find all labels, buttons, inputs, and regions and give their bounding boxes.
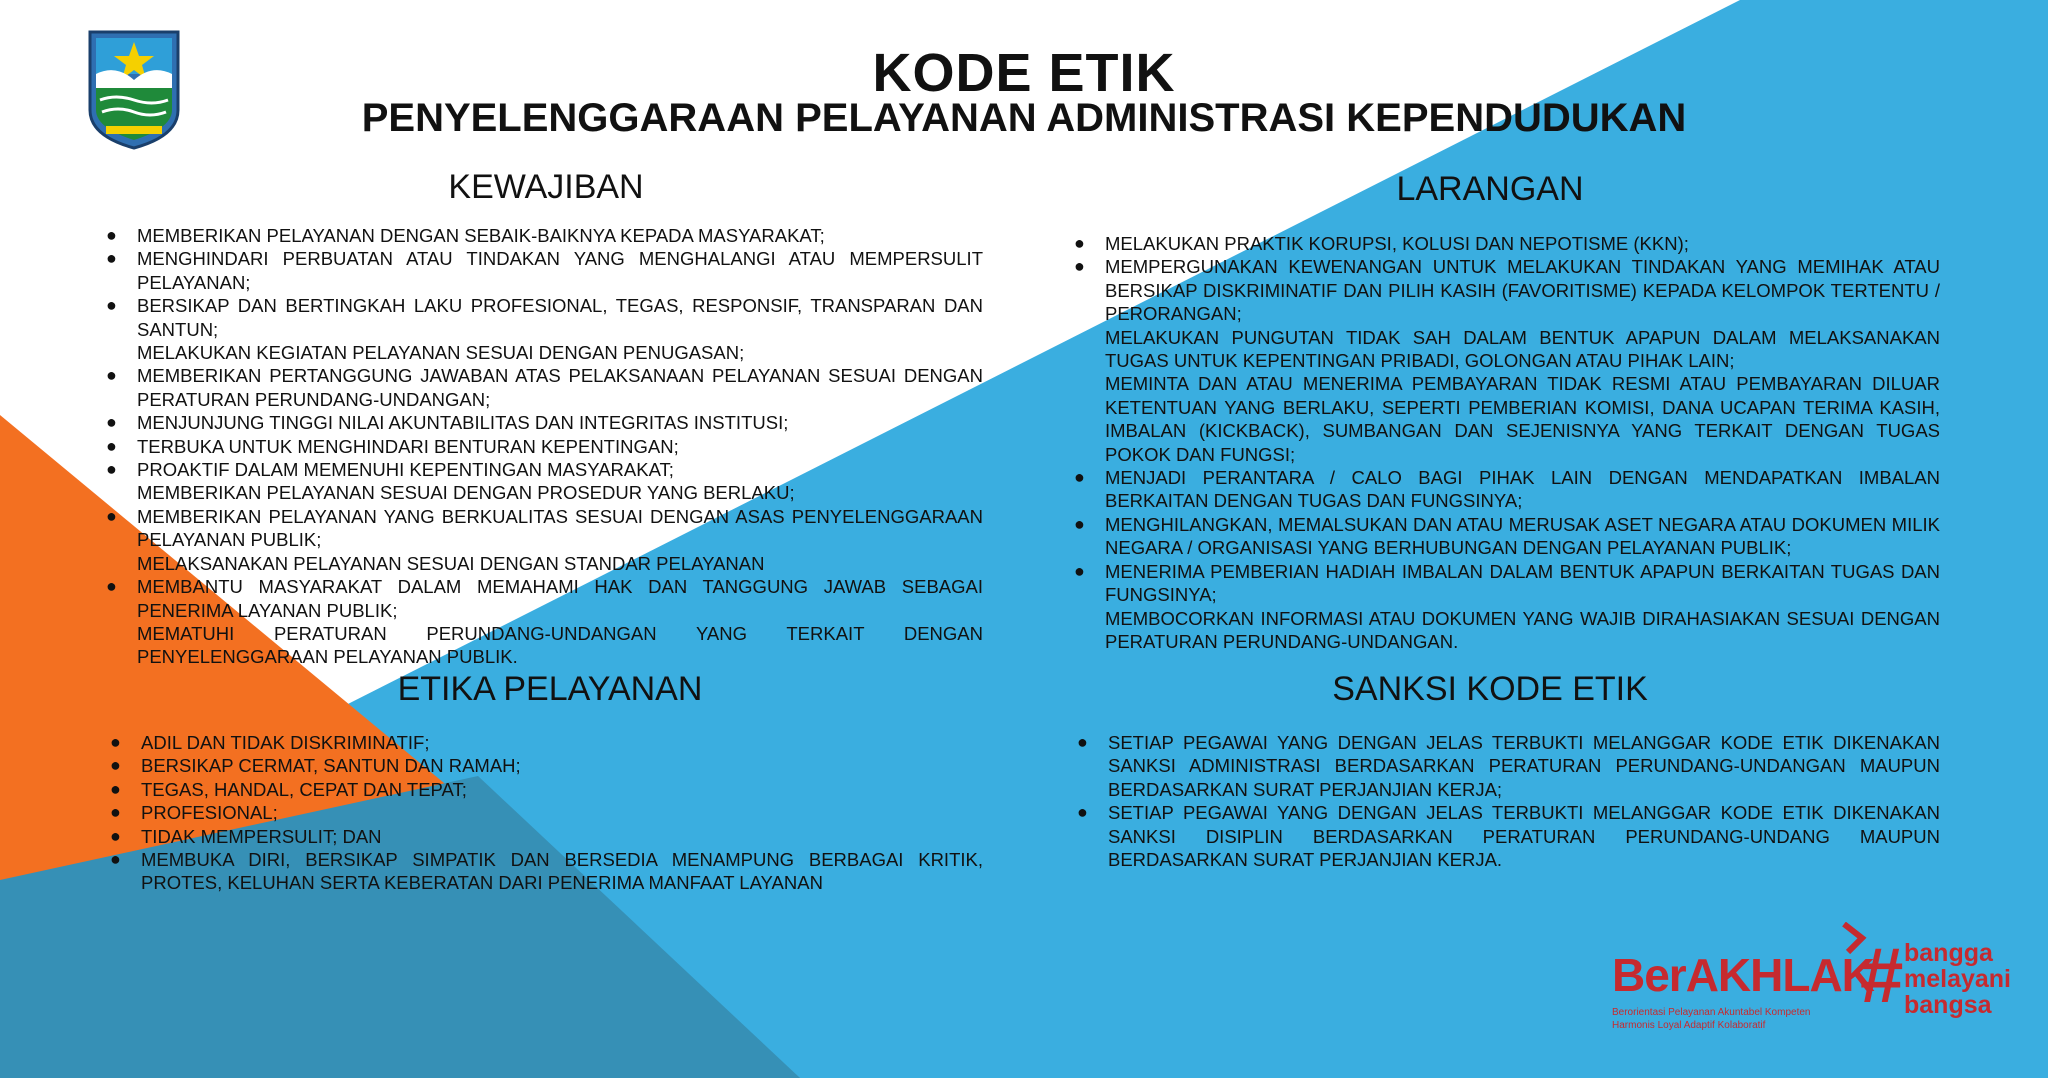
brand-slogan <box>1904 940 2011 1018</box>
list-item: ● TEGAS, HANDAL, CEPAT DAN TEPAT; <box>110 778 467 800</box>
list-item: ● PROAKTIF DALAM MEMENUHI KEPENTINGAN MASYARAKAT; <box>106 459 674 481</box>
etika-heading: ETIKA PELAYANAN <box>397 670 703 708</box>
larangan-heading: LARANGAN <box>1396 170 1584 208</box>
list-item: ● MENGHINDARI PERBUATAN ATAU TINDAKAN YANG MENGHALANGI ATAU MEMPERSULIT PELAYANAN; <box>106 248 983 293</box>
list-item: ● ADIL DAN TIDAK DISKRIMINATIF; <box>110 732 430 753</box>
bullet-icon: ● <box>110 732 121 752</box>
kewajiban-heading: KEWAJIBAN <box>448 168 644 206</box>
list-item: ● MELAKUKAN PRAKTIK KORUPSI, KOLUSI DAN NEPOTISME (KKN); <box>1074 233 1689 254</box>
list-item: ● TIDAK MEMPERSULIT; DAN <box>110 825 382 847</box>
sanksi-heading: SANKSI KODE ETIK <box>1332 670 1648 708</box>
list-item: ● MENJUNJUNG TINGGI NILAI AKUNTABILITAS DAN INTEGRITAS INSTITUSI; <box>106 412 789 434</box>
list-item: ● TERBUKA UNTUK MENGHINDARI BENTURAN KEPENTINGAN; <box>106 435 679 457</box>
larangan-list <box>1074 232 1940 653</box>
bullet-icon: ● <box>106 248 117 269</box>
bullet-icon: ● <box>110 755 121 776</box>
list-item: MELAKUKAN KEGIATAN PELAYANAN SESUAI DENGAN PENUGASAN; <box>137 342 745 364</box>
bullet-icon: ● <box>106 295 117 316</box>
list-item: ● MENGHILANGKAN, MEMALSUKAN DAN ATAU MERUSAK ASET NEGARA ATAU DOKUMEN MILIK NEGARA / ORGANISASI YANG BERHUBUNGAN DENGAN PELAYANAN PUBLIK; <box>1074 513 1940 559</box>
brand-wordmark: BerAKHLAK <box>1612 949 1874 1001</box>
list-item: MEMBERIKAN PELAYANAN SESUAI DENGAN PROSEDUR YANG BERLAKU; <box>137 482 795 504</box>
page-subtitle: PENYELENGGARAAN PELAYANAN ADMINISTRASI KEPENDUDUKAN <box>361 96 1687 140</box>
etika-list <box>110 731 983 895</box>
bullet-icon: ● <box>110 825 121 846</box>
bullet-icon: ● <box>1074 560 1085 581</box>
hashtag-icon: # <box>1860 931 1904 1019</box>
list-item: ● BERSIKAP CERMAT, SANTUN DAN RAMAH; <box>110 755 521 777</box>
bullet-icon: ● <box>106 225 117 245</box>
list-item: ● PROFESIONAL; <box>110 802 278 824</box>
sanksi-list <box>1077 731 1940 871</box>
slogan-line: melayani <box>1904 965 2012 993</box>
tagline-line: Harmonis Loyal Adaptif Kolaboratif <box>1612 1020 1766 1031</box>
list-item: ● MEMBERIKAN PELAYANAN YANG BERKUALITAS SESUAI DENGAN ASAS PENYELENGGARAAN PELAYANAN PUBLIK; <box>106 505 983 551</box>
list-item: MEMBOCORKAN INFORMASI ATAU DOKUMEN YANG WAJIB DIRAHASIAKAN SESUAI DENGAN PERATURAN PERUNDANG-UNDANGAN. <box>1105 607 1940 652</box>
bullet-icon: ● <box>106 412 117 433</box>
bullet-icon: ● <box>106 576 117 597</box>
bullet-icon: ● <box>106 435 117 456</box>
bullet-icon: ● <box>1074 513 1085 534</box>
bullet-icon: ● <box>106 365 117 386</box>
kewajiban-list <box>106 224 983 669</box>
list-item: ● MEMBERIKAN PERTANGGUNG JAWABAN ATAS PELAKSANAAN PELAYANAN SESUAI DENGAN PERATURAN PERUNDANG-UNDANGAN; <box>106 365 983 410</box>
list-item: ● MEMBUKA DIRI, BERSIKAP SIMPATIK DAN BERSEDIA MENAMPUNG BERBAGAI KRITIK, PROTES, KELUHAN SERTA KEBERATAN DARI PENERIMA MANFAAT LAYANAN <box>110 849 983 894</box>
list-item: MELAKUKAN PUNGUTAN TIDAK SAH DALAM BENTUK APAPUN DALAM MELAKSANAKAN TUGAS UNTUK KEPENTINGAN PRIBADI, GOLONGAN ATAU PIHAK LAIN; <box>1105 326 1940 372</box>
list-item: ● MENJADI PERANTARA / CALO BAGI PIHAK LAIN DENGAN MENDAPATKAN IMBALAN BERKAITAN DENGAN TUGAS DAN FUNGSINYA; <box>1074 467 1940 512</box>
list-item: ● MENERIMA PEMBERIAN HADIAH IMBALAN DALAM BENTUK APAPUN BERKAITAN TUGAS DAN FUNGSINYA; <box>1074 560 1940 606</box>
page-title: KODE ETIK <box>872 43 1176 103</box>
bullet-icon: ● <box>1077 732 1088 752</box>
bullet-icon: ● <box>110 778 121 799</box>
list-item: MELAKSANAKAN PELAYANAN SESUAI DENGAN STANDAR PELAYANAN <box>137 552 765 574</box>
bullet-icon: ● <box>106 505 117 526</box>
tagline-line: Berorientasi Pelayanan Akuntabel Kompeten <box>1612 1007 1811 1018</box>
list-item: ● SETIAP PEGAWAI YANG DENGAN JELAS TERBUKTI MELANGGAR KODE ETIK DIKENAKAN SANKSI DISIPLIN BERDASARKAN PERATURAN PERUNDANG-UNDANG MAUPUN BERDASARKAN SURAT PERJANJIAN KERJA. <box>1077 802 1940 871</box>
slogan-line: bangga <box>1904 939 1993 967</box>
bullet-icon: ● <box>1074 467 1085 488</box>
bullet-icon: ● <box>1074 256 1085 277</box>
bullet-icon: ● <box>110 802 121 823</box>
bullet-icon: ● <box>106 459 117 480</box>
list-item: ● MEMPERGUNAKAN KEWENANGAN UNTUK MELAKUKAN TINDAKAN YANG MEMIHAK ATAU BERSIKAP DISKRIMINATIF DAN PILIH KASIH (FAVORITISME) KEPADA KELOMPOK TERTENTU / PERORANGAN; <box>1074 256 1940 325</box>
list-item: MEMINTA DAN ATAU MENERIMA PEMBAYARAN TIDAK RESMI ATAU PEMBAYARAN DILUAR KETENTUAN YANG BERLAKU, SEPERTI PEMBERIAN KOMISI, DANA UCAPAN TERIMA KASIH, IMBALAN (KICKBACK), SUMBANGAN DAN SEJENISNYA YANG TERKAIT DENGAN TUGAS POKOK DAN FUNGSI; <box>1105 373 1940 465</box>
slogan-line: bangsa <box>1904 991 1992 1019</box>
berakhlak-logo <box>1612 918 2012 1031</box>
list-item: MEMATUHI PERATURAN PERUNDANG-UNDANGAN YANG TERKAIT DENGAN PENYELENGGARAAN PELAYANAN PUBLIK. <box>137 622 983 668</box>
bullet-icon: ● <box>1077 802 1088 823</box>
list-item: ● MEMBERIKAN PELAYANAN DENGAN SEBAIK-BAIKNYA KEPADA MASYARAKAT; <box>106 225 825 246</box>
list-item: ● SETIAP PEGAWAI YANG DENGAN JELAS TERBUKTI MELANGGAR KODE ETIK DIKENAKAN SANKSI ADMINISTRASI BERDASARKAN PERATURAN PERUNDANG-UNDANGAN MAUPUN BERDASARKAN SURAT PERJANJIAN KERJA; <box>1077 732 1940 800</box>
bullet-icon: ● <box>110 849 121 870</box>
list-item: ● MEMBANTU MASYARAKAT DALAM MEMAHAMI HAK DAN TANGGUNG JAWAB SEBAGAI PENERIMA LAYANAN PUBLIK; <box>106 576 983 621</box>
brand-tagline <box>1612 1006 1872 1032</box>
bullet-icon: ● <box>1074 233 1085 253</box>
list-item: ● BERSIKAP DAN BERTINGKAH LAKU PROFESIONAL, TEGAS, RESPONSIF, TRANSPARAN DAN SANTUN; <box>106 295 983 340</box>
